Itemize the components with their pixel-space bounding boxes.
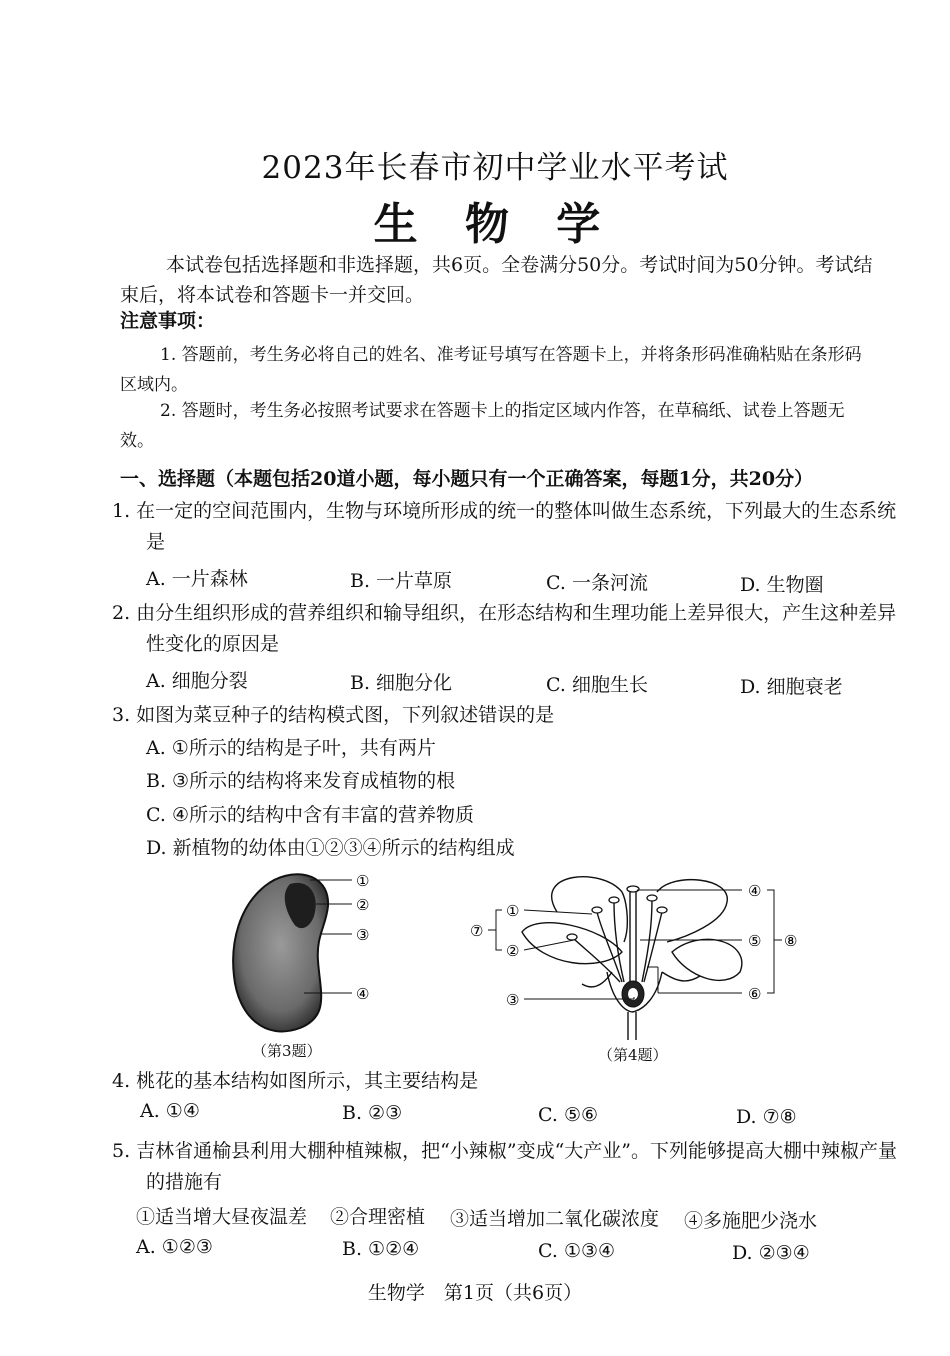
- q5-option-d: D. ②③④: [732, 1242, 810, 1264]
- seed-label-3: ③: [356, 926, 370, 944]
- q2-option-b: B. 细胞分化: [350, 672, 453, 694]
- subject-title: 生 物 学: [373, 199, 617, 250]
- notes-heading: 注意事项：: [120, 310, 216, 332]
- q5-measure-2: ②合理密植: [330, 1206, 426, 1228]
- q3-option-b: B. ③所示的结构将来发育成植物的根: [146, 770, 456, 792]
- note-item: 1. 答题前，考生务必将自己的姓名、准考证号填写在答题卡上，并将条形码准确粘贴在条形码区域内。: [120, 345, 862, 395]
- flower-label-8: ⑧: [784, 932, 798, 950]
- seed-label-1: ①: [356, 872, 370, 890]
- q5-option-a: A. ①②③: [136, 1236, 213, 1258]
- q1-option-a: A. 一片森林: [146, 568, 248, 590]
- stigma: [627, 886, 639, 892]
- q5-measure-4: ④多施肥少浇水: [684, 1210, 818, 1232]
- flower-label-2: ②: [506, 942, 520, 960]
- intro-paragraph: 本试卷包括选择题和非选择题，共6页。全卷满分50分。考试时间为50分钟。考试结束后，将本试卷和答题卡一并交回。: [120, 254, 873, 306]
- anther: [647, 895, 657, 901]
- question-4-stem: 4. 桃花的基本结构如图所示，其主要结构是: [112, 1070, 479, 1092]
- q5-option-c: C. ①③④: [538, 1240, 616, 1262]
- anther: [567, 934, 577, 940]
- q3-option-a: A. ①所示的结构是子叶，共有两片: [146, 737, 436, 759]
- anther: [609, 897, 619, 903]
- q4-option-b: B. ②③: [342, 1102, 403, 1124]
- q5-measure-3: ③适当增加二氧化碳浓度: [450, 1208, 660, 1230]
- flower-petal: [672, 939, 742, 980]
- q1-option-d: D. 生物圈: [740, 574, 824, 596]
- page-footer: 生物学 第1页（共6页）: [367, 1282, 583, 1304]
- ovule: [628, 988, 638, 1000]
- q4-option-c: C. ⑤⑥: [538, 1104, 599, 1126]
- q5-option-b: B. ①②④: [342, 1238, 420, 1260]
- question-2-stem: 2. 由分生组织形成的营养组织和输导组织，在形态结构和生理功能上差异很大，产生这种差异性变化的原因是: [112, 602, 897, 655]
- flower-label-1: ①: [506, 902, 520, 920]
- flower-label-6: ⑥: [748, 985, 762, 1003]
- question-5-stem: 5. 吉林省通榆县利用大棚种植辣椒，把“小辣椒”变成“大产业”。下列能够提高大棚中辣椒产量的措施有: [112, 1140, 898, 1193]
- seed-label-4: ④: [356, 985, 370, 1003]
- q4-option-d: D. ⑦⑧: [736, 1106, 797, 1128]
- q5-measure-1: ①适当增大昼夜温差: [136, 1206, 308, 1228]
- flower-label-4: ④: [748, 882, 762, 900]
- filament: [614, 902, 624, 982]
- q3-option-d: D. 新植物的幼体由①②③④所示的结构组成: [146, 837, 515, 859]
- flower-petal: [657, 880, 727, 942]
- q2-option-c: C. 细胞生长: [546, 674, 648, 696]
- anther: [657, 907, 667, 913]
- note-item: 2. 答题时，考生务必按照考试要求在答题卡上的指定区域内作答，在草稿纸、试卷上答题无效。: [120, 401, 845, 451]
- flower-label-5: ⑤: [748, 932, 762, 950]
- figure-4-caption: （第4题）: [598, 1046, 668, 1064]
- anther: [592, 907, 602, 913]
- section-heading: 一、选择题（本题包括20道小题，每小题只有一个正确答案，每题1分，共20分）: [120, 468, 814, 490]
- bean-seed-figure: [220, 866, 390, 1041]
- question-3-stem: 3. 如图为菜豆种子的结构模式图，下列叙述错误的是: [112, 704, 555, 726]
- q1-option-c: C. 一条河流: [546, 572, 648, 594]
- figure-3-caption: （第3题）: [252, 1042, 322, 1060]
- seed-label-2: ②: [356, 896, 370, 914]
- exam-title: 2023年长春市初中学业水平考试: [261, 150, 729, 186]
- filament: [644, 912, 662, 982]
- q3-option-c: C. ④所示的结构中含有丰富的营养物质: [146, 804, 474, 826]
- q4-option-a: A. ①④: [140, 1100, 200, 1122]
- q2-option-a: A. 细胞分裂: [146, 670, 248, 692]
- flower-label-3: ③: [506, 991, 520, 1009]
- q2-option-d: D. 细胞衰老: [740, 676, 843, 698]
- peach-flower-figure: [462, 872, 812, 1042]
- question-1-stem: 1. 在一定的空间范围内，生物与环境所形成的统一的整体叫做生态系统，下列最大的生态系统是: [112, 500, 897, 553]
- q1-option-b: B. 一片草原: [350, 570, 453, 592]
- flower-label-7: ⑦: [470, 922, 484, 940]
